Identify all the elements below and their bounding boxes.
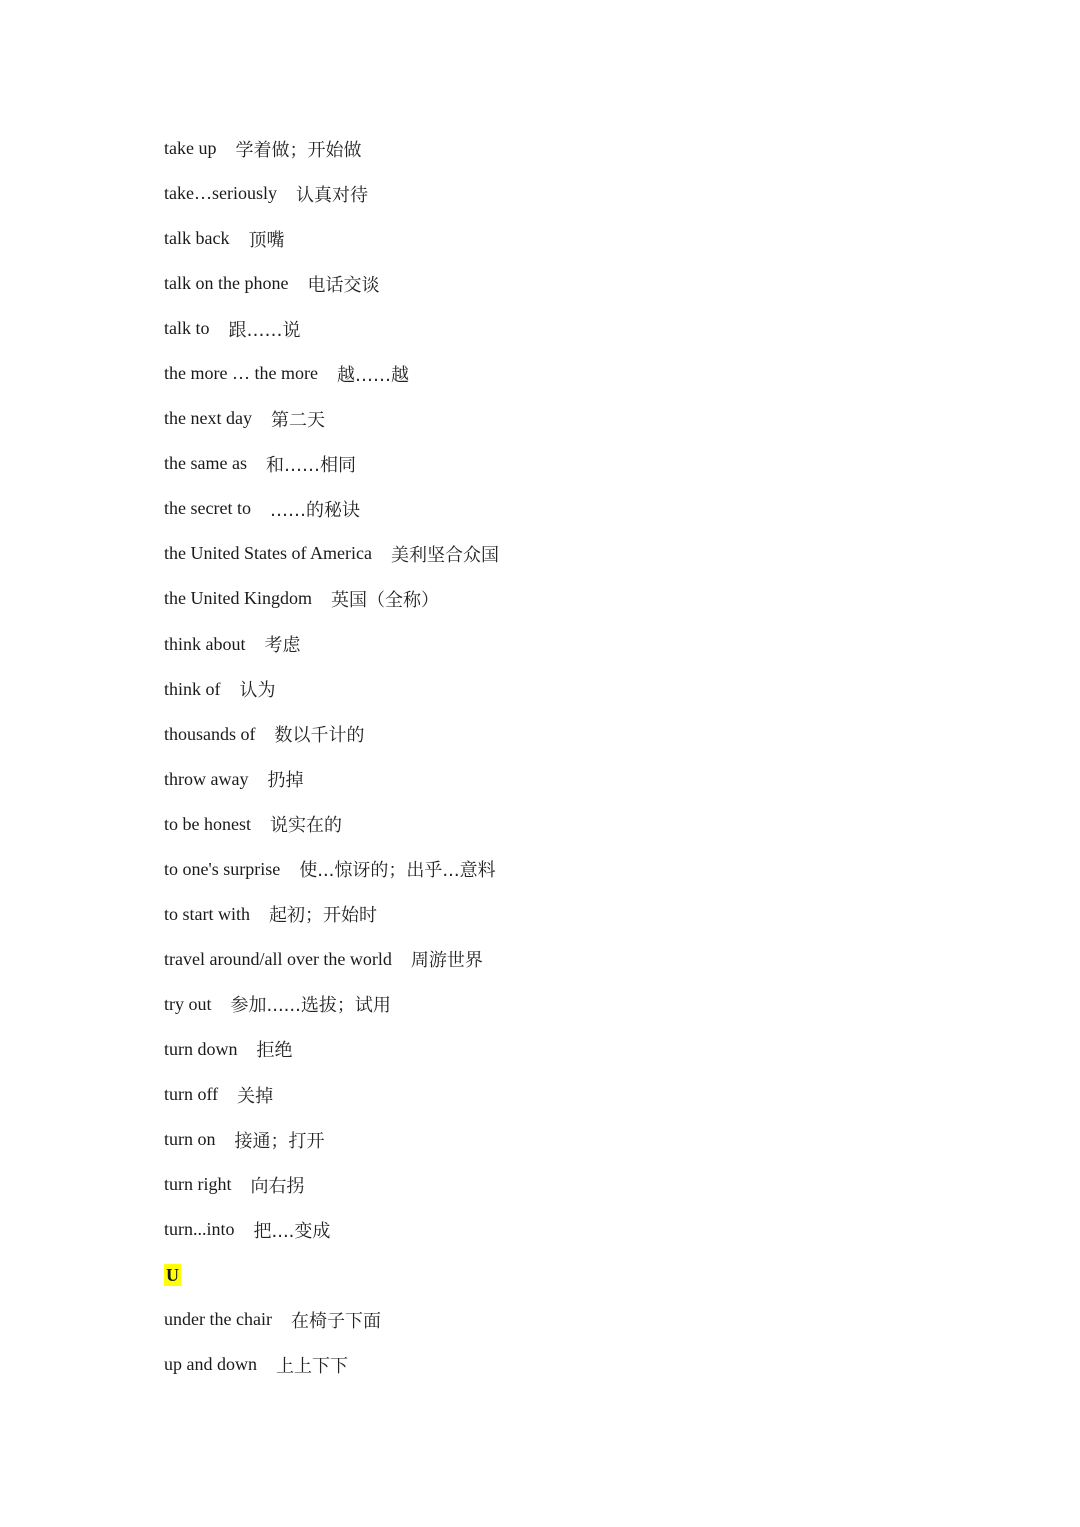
- phrase-english: think about: [164, 633, 246, 654]
- phrase-chinese: 参加......选拔；试用: [230, 995, 391, 1017]
- phrase-english: turn right: [164, 1174, 232, 1195]
- phrase-english: take up: [164, 138, 217, 159]
- phrase-chinese: 英国（全称）: [330, 589, 439, 611]
- phrase-chinese: 学着做；开始做: [235, 139, 362, 161]
- phrase-english: the United Kingdom: [164, 588, 312, 609]
- list-item: [164, 1342, 984, 1387]
- list-item: [164, 351, 984, 396]
- phrase-chinese: 考虑: [264, 635, 301, 657]
- phrase-english: throw away: [164, 768, 249, 789]
- phrase-english: talk back: [164, 228, 230, 249]
- phrase-english: the next day: [164, 408, 252, 429]
- phrase-english: the more … the more: [164, 363, 318, 384]
- phrase-english: think of: [164, 678, 221, 699]
- list-item: [164, 1162, 984, 1207]
- list-item: [164, 1297, 984, 1342]
- phrase-english: under the chair: [164, 1309, 272, 1330]
- list-item: [164, 622, 984, 667]
- phrase-list: [164, 126, 984, 1387]
- list-item: [164, 1117, 984, 1162]
- phrase-english: take…seriously: [164, 183, 277, 204]
- phrase-chinese: 起初；开始时: [269, 905, 377, 927]
- list-item: [164, 802, 984, 847]
- phrase-chinese: 和……相同: [265, 454, 356, 476]
- list-item: [164, 1072, 984, 1117]
- phrase-english: to be honest: [164, 813, 251, 834]
- phrase-english: turn on: [164, 1129, 216, 1150]
- phrase-english: turn off: [164, 1084, 219, 1104]
- phrase-english: talk on the phone: [164, 273, 289, 294]
- phrase-chinese: 顶嘴: [248, 229, 285, 251]
- list-item: [164, 171, 984, 216]
- list-item: [164, 1027, 984, 1072]
- phrase-english: to start with: [164, 903, 250, 924]
- phrase-chinese: 数以千计的: [274, 725, 365, 747]
- phrase-english: turn...into: [164, 1219, 235, 1240]
- phrase-english: thousands of: [164, 723, 256, 744]
- phrase-chinese: 上上下下: [276, 1355, 348, 1377]
- list-item: [164, 667, 984, 712]
- phrase-english: to one's surprise: [164, 858, 281, 879]
- phrase-chinese: 在椅子下面: [290, 1310, 381, 1332]
- phrase-english: the United States of America: [164, 543, 372, 564]
- list-item: [164, 126, 984, 171]
- phrase-chinese: 第二天: [270, 409, 325, 431]
- phrase-chinese: 关掉: [237, 1085, 274, 1107]
- list-item: [164, 982, 984, 1027]
- phrase-english: the secret to: [164, 498, 251, 519]
- phrase-english: the same as: [164, 453, 247, 474]
- list-item: [164, 937, 984, 982]
- phrase-chinese: 接通；打开: [234, 1130, 325, 1152]
- list-item: [164, 441, 984, 486]
- section-heading-row: [164, 1252, 984, 1297]
- list-item: [164, 531, 984, 576]
- list-item: [164, 576, 984, 621]
- phrase-english: talk to: [164, 318, 210, 339]
- phrase-chinese: 越……越: [336, 364, 409, 386]
- list-item: [164, 306, 984, 351]
- phrase-chinese: 电话交谈: [307, 274, 380, 296]
- phrase-chinese: 跟……说: [228, 319, 301, 341]
- phrase-chinese: 向右拐: [250, 1175, 305, 1197]
- list-item: [164, 712, 984, 757]
- list-item: [164, 892, 984, 937]
- phrase-english: turn down: [164, 1038, 238, 1059]
- phrase-chinese: 认为: [239, 680, 276, 702]
- phrase-english: up and down: [164, 1354, 257, 1375]
- list-item: [164, 486, 984, 531]
- list-item: [164, 261, 984, 306]
- list-item: [164, 757, 984, 802]
- phrase-chinese: ……的秘诀: [269, 499, 360, 521]
- phrase-english: try out: [164, 993, 212, 1014]
- list-item: [164, 396, 984, 441]
- phrase-chinese: 认真对待: [295, 184, 368, 206]
- phrase-chinese: 美利坚合众国: [390, 544, 499, 566]
- phrase-chinese: 把....变成: [253, 1220, 331, 1242]
- phrase-chinese: 周游世界: [410, 950, 483, 972]
- phrase-chinese: 使...惊讶的；出乎...意料: [299, 860, 496, 882]
- phrase-english: travel around/all over the world: [164, 948, 392, 969]
- section-letter: U: [166, 1264, 179, 1285]
- phrase-chinese: 扔掉: [267, 770, 304, 792]
- phrase-chinese: 说实在的: [270, 815, 342, 837]
- list-item: [164, 847, 984, 892]
- phrase-chinese: 拒绝: [256, 1040, 293, 1062]
- list-item: [164, 216, 984, 261]
- list-item: [164, 1207, 984, 1252]
